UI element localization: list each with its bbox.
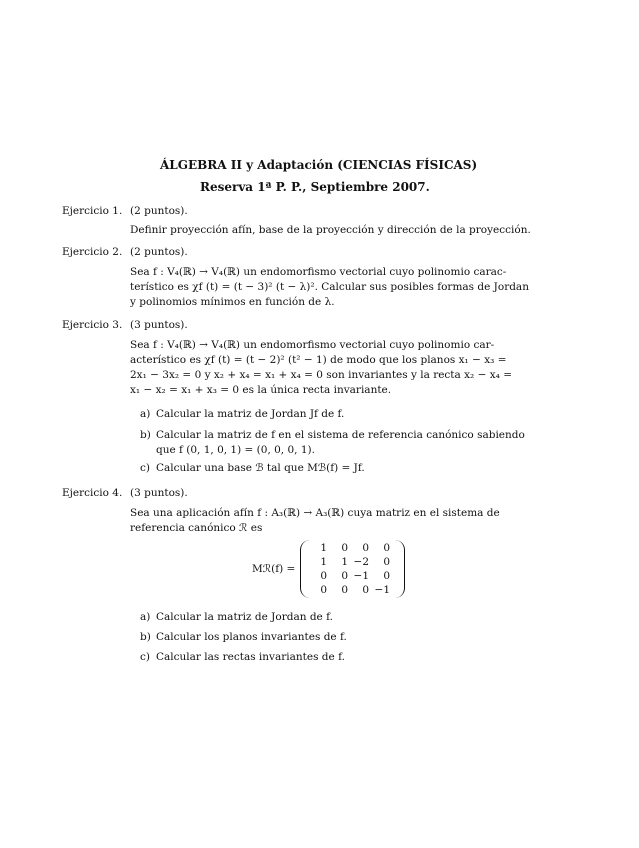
exercise-1-points: (2 puntos). [130, 205, 188, 217]
exercise-3-label: Ejercicio 3. [62, 319, 123, 331]
exercise-3-item-a-letter: a) [140, 408, 151, 420]
matrix-cell: −1 [374, 584, 390, 596]
matrix-cell: 0 [341, 584, 348, 596]
exercise-2-line: y polinomios mínimos en función de λ. [130, 296, 335, 308]
matrix-cell: −2 [353, 556, 369, 568]
matrix-cell: 0 [362, 542, 369, 554]
exercise-4-line: Sea una aplicación afín f : A₃(ℝ) → A₃(ℝ) cuya matriz en el sistema de [130, 507, 500, 519]
matrix-cell: 0 [341, 570, 348, 582]
exercise-2-points: (2 puntos). [130, 246, 188, 258]
exercise-3-line: 2x₁ − 3x₂ = 0 y x₂ + x₄ = x₁ + x₄ = 0 son invariantes y la recta x₂ − x₄ = [130, 369, 512, 381]
exercise-3-item-b-letter: b) [140, 429, 151, 441]
exercise-4-item-b-letter: b) [140, 631, 151, 643]
exercise-4-line: referencia canónico ℛ es [130, 522, 263, 534]
exercise-3-item-c-letter: c) [140, 462, 150, 474]
matrix-row [310, 583, 394, 597]
matrix-cell: 0 [383, 556, 390, 568]
matrix-cell: 0 [320, 584, 327, 596]
matrix-block [252, 540, 412, 600]
matrix-cell: 1 [320, 542, 327, 554]
matrix-cell: 0 [362, 584, 369, 596]
exercise-1-line: Definir proyección afín, base de la proyección y dirección de la proyección. [130, 224, 531, 236]
exercise-4-item-c-letter: c) [140, 651, 150, 663]
exercise-3-item-a-text: Calcular la matriz de Jordan Jf de f. [156, 408, 345, 420]
matrix-label: Mℛ(f) = [252, 563, 296, 575]
matrix-cell: 1 [341, 556, 348, 568]
exercise-1-label: Ejercicio 1. [62, 205, 123, 217]
matrix-cell: 0 [320, 570, 327, 582]
exercise-3-item-b-text: que f (0, 1, 0, 1) = (0, 0, 0, 1). [156, 444, 315, 456]
exercise-2-label: Ejercicio 2. [62, 246, 123, 258]
matrix-cell: 0 [341, 542, 348, 554]
exercise-2-line: terístico es χf (t) = (t − 3)² (t − λ)². Calcular sus posibles formas de Jordan [130, 281, 529, 293]
exercise-4-label: Ejercicio 4. [62, 487, 123, 499]
page-title: ÁLGEBRA II y Adaptación (CIENCIAS FÍSICAS) [160, 158, 478, 172]
exercise-3-line: x₁ − x₂ = x₁ + x₃ = 0 es la única recta invariante. [130, 384, 392, 396]
exercise-3-item-b-text: Calcular la matriz de f en el sistema de referencia canónico sabiendo [156, 429, 525, 441]
matrix-cell: 0 [383, 542, 390, 554]
exercise-2-line: Sea f : V₄(ℝ) → V₄(ℝ) un endomorfismo vectorial cuyo polinomio carac- [130, 266, 507, 278]
exercise-4-item-c-text: Calcular las rectas invariantes de f. [156, 651, 345, 663]
matrix-cell: 0 [383, 570, 390, 582]
matrix-right-paren [394, 540, 405, 598]
matrix-row [310, 569, 394, 583]
exercise-3-item-c-text: Calcular una base ℬ tal que Mℬ(f) = Jf. [156, 462, 365, 474]
exercise-4-points: (3 puntos). [130, 487, 188, 499]
matrix-row [310, 541, 394, 555]
exercise-3-line: Sea f : V₄(ℝ) → V₄(ℝ) un endomorfismo vectorial cuyo polinomio car- [130, 339, 495, 351]
exercise-4-item-a-letter: a) [140, 611, 151, 623]
exercise-3-line: acterístico es χf (t) = (t − 2)² (t² − 1) de modo que los planos x₁ − x₃ = [130, 354, 507, 366]
exercise-4-item-b-text: Calcular los planos invariantes de f. [156, 631, 347, 643]
page-subtitle: Reserva 1ª P. P., Septiembre 2007. [200, 180, 430, 194]
matrix-cell: −1 [353, 570, 369, 582]
exercise-3-points: (3 puntos). [130, 319, 188, 331]
exercise-4-item-a-text: Calcular la matriz de Jordan de f. [156, 611, 333, 623]
matrix-cell: 1 [320, 556, 327, 568]
matrix-row [310, 555, 394, 569]
